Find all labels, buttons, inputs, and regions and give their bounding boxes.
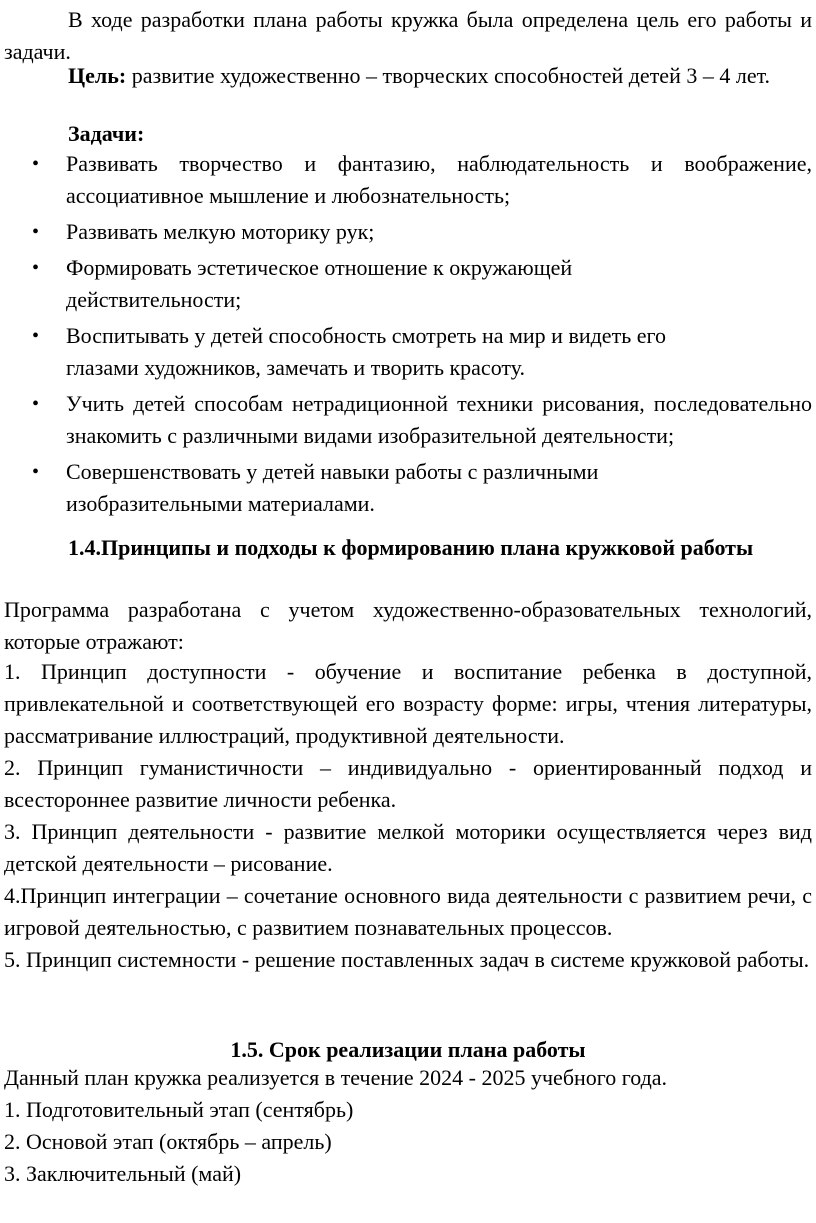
principles-list <box>4 656 812 976</box>
list-item: 1. Подготовительный этап (сентябрь) <box>4 1097 354 1122</box>
list-item: 3. Принцип деятельности - развитие мелкой моторики осуществляется через вид детской деятельности – рисование. <box>4 819 812 876</box>
section-1-5-intro: Данный план кружка реализуется в течение 2024 - 2025 учебного года. <box>4 1065 668 1090</box>
list-item: 3. Заключительный (май) <box>4 1161 242 1186</box>
stages-list <box>4 1094 812 1190</box>
tasks-list <box>4 148 812 520</box>
list-item: • Развивать творчество и фантазию, наблюдательность и воображение, ассоциативное мышление и любознательность; <box>4 148 812 212</box>
list-item: • Учить детей способам нетрадиционной техники рисования, последовательно знакомить с различными видами изобразительной деятельности; <box>4 388 812 452</box>
bullet-icon: • <box>32 461 40 483</box>
list-item: • Развивать мелкую моторику рук; <box>4 216 812 248</box>
list-item: • Формировать эстетическое отношение к окружающей действительности; <box>4 252 812 316</box>
bullet-icon: • <box>32 393 40 415</box>
bullet-icon: • <box>32 325 40 347</box>
list-item: 5. Принцип системности - решение поставленных задач в системе кружковой работы. <box>4 947 810 972</box>
list-item: • Совершенствовать у детей навыки работы с различными изобразительными материалами. <box>4 456 812 520</box>
bullet-icon: • <box>32 153 40 175</box>
tasks-title: Задачи: <box>68 121 145 146</box>
bullet-icon: • <box>32 221 40 243</box>
list-item: 4.Принцип интеграции – сочетание основного вида деятельности с развитием речи, с игровой деятельностью, с развитием познавательных процессов. <box>4 883 812 940</box>
intro-paragraph: В ходе разработки плана работы кружка была определена цель его работы и задачи. <box>4 7 812 64</box>
section-1-4-intro: Программа разработана с учетом художественно-образовательных технологий, которые отражают: <box>4 597 812 654</box>
goal-label: Цель: <box>68 63 127 88</box>
goal-text: развитие художественно – творческих способностей детей 3 – 4 лет. <box>126 63 771 88</box>
list-item: • Воспитывать у детей способность смотреть на мир и видеть его глазами художников, замечать и творить красоту. <box>4 320 812 384</box>
bullet-icon: • <box>32 257 40 279</box>
list-item: 2. Основой этап (октябрь – апрель) <box>4 1129 332 1154</box>
section-1-5-title: 1.5. Срок реализации плана работы <box>230 1037 586 1062</box>
list-item: 1. Принцип доступности - обучение и воспитание ребенка в доступной, привлекательной и соответствующей его возрасту форме: игры, чтения литературы, рассматривание иллюстраций, продуктивной деятельности. <box>4 659 812 748</box>
goal-paragraph <box>4 60 812 92</box>
section-1-4-title: 1.4.Принципы и подходы к формированию плана кружковой работы <box>68 535 754 560</box>
list-item: 2. Принцип гуманистичности – индивидуально - ориентированный подход и всестороннее развитие личности ребенка. <box>4 755 812 812</box>
